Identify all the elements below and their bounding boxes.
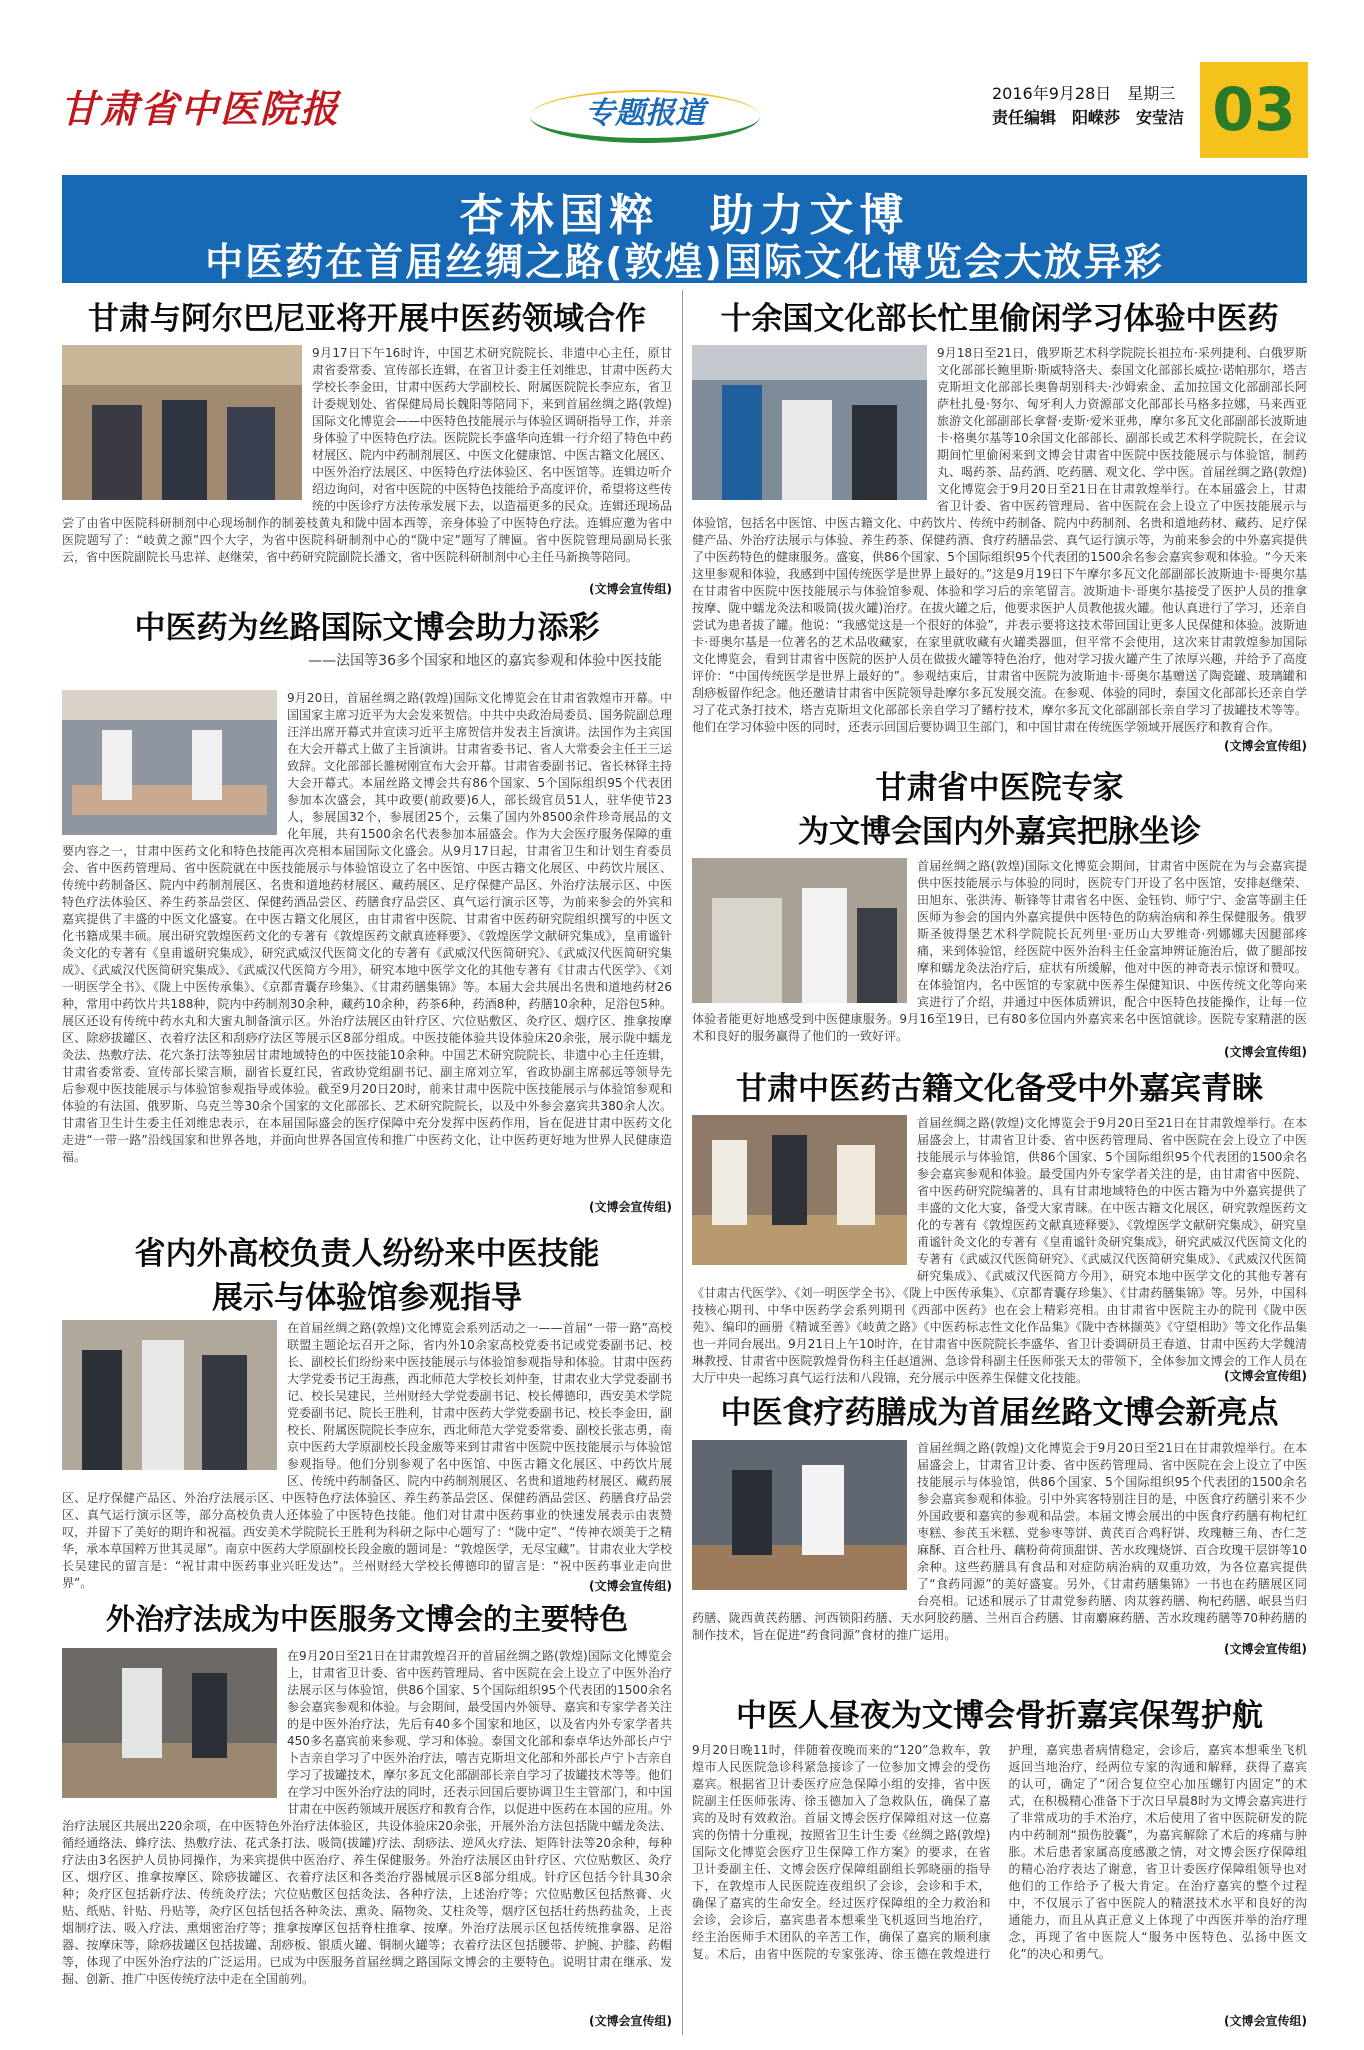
issue-date: 2016年9月28日 星期三 <box>992 84 1176 103</box>
article-body-text: 9月20日，首届丝绸之路(敦煌)国际文化博览会在甘肃省敦煌市开幕。中国国家主席习近平为大会发来贺信。中共中央政治局委员、国务院副总理汪洋出席开幕式并宣读习近平主席贺信并发表主旨演讲。法国作为主宾国在大会开幕式上做了主旨演讲。甘肃省委书记、省人大常委会主任王三运致辞。文化部部长雒树刚宣布大会开幕。甘肃省委副书记、省长林铎主持大会开幕式。本届丝路文博会共有86个国家、5个国际组织95个代表团参加本次盛会，其中政要(前政要)6人，部长级官员51人，驻华使节23人，参展国32个，参展团25个，云集了国内外8500余件珍奇展品的文化年展，共有1500余名代表参加本届盛会。作为大会医疗服务保障的重要内容之一，甘肃中医药文化和特色技能再次亮相本届国际文化盛会。从9月17日起，甘肃省卫生和计划生育委员会、省中医药管理局、省中医院就在中医技能展示与体验馆设立了名中医馆、中医古籍文化展区、中药饮片展区、传统中药制备区、院内中药制剂展区、名贵和道地药材展区、藏药展区、足疗保健产品区、外治疗法展示区、中医特色疗法体验区、养生药茶品尝区、保健药酒品尝区、药膳食疗品尝区、真气运行演示区等，为前来参会的外宾和嘉宾提供了丰盛的中医文化盛宴。在中医古籍文化展区，由甘肃省中医院、甘肃省中医药研究院组织撰写的中医文化书籍成果丰硕。展出研究敦煌医药文化的专著有《敦煌医药文献真迹释要》、《敦煌医学文献研究集成》，皇甫谧针灸文化的专著有《皇甫谧研究集成》，研究武威汉代医简文化的专著有《武威汉代医简研究》、《武威汉代医简研究集成》、《武威汉代医简研究集成》、《武威汉代医简方今用》，研究本地中医学文化的其他专著有《甘肃古代医学》、《刘一明医学全书》、《陇上中医传承集》、《京都青囊存珍集》、《甘肃药膳集锦》等。本届大会共展出名贵和道地药材26种，常用中药饮片共188种，院内中药制剂30余种，藏药10余种，药茶6种，药酒8种，药膳10余种，足浴包5种。展区还设有传统中药水丸和大蜜丸制备演示区。外治疗法展区由针疗区、穴位贴敷区、灸疗区、烟疗区、推拿按摩区、除痧拔罐区、衣着疗法区和刮痧疗法区等展示区8部分组成。中医技能体验共设体验床20余张，展示陇中蠕龙灸法、热敷疗法、花穴条打法等独居甘肃地域特色的中医技能10余种。中国艺术研究院院长、非遗中心主任连辑，甘肃省委常委、宣传部长梁言顺，副省长夏红民，省政协党组副书记、副主席刘立军，省政协副主席郝远等领导先后参观中医技能展示与体验馆参观指导或体验。截至9月20日20时，前来甘肃中医院中医技能展示与体验馆参观和体验的有法国、俄罗斯、乌克兰等30余个国家的文化部部长、艺术研究院院长，以及中外参会嘉宾共380余人次。甘肃省卫生计生委主任刘维忠表示，在本届国际盛会的医疗保障中充分发挥中医药作用，旨在促进甘肃中医药文化走进“一带一路”沿线国家和世界各地，并面向世界各国宣传和推广中医药文化，让中医药更好地为世界人民健康造福。 <box>62 691 672 1164</box>
article-body-text: 9月17日下午16时许，中国艺术研究院院长、非遗中心主任，原甘肃省委常委、宣传部长连辑，在省卫计委主任刘维忠，甘肃中医药大学校长李金田，甘肃中医药大学副校长、附属医院院长李应东，省卫计委规划处、省保健局局长魏阳等陪同下，来到首届丝绸之路(敦煌)国际文化博览会——中医特色技能展示与体验区调研指导工作，并亲身体验了中医特色疗法。医院院长李盛华向连辑一行介绍了特色中药材展区、院内中药制剂展区、中医文化健康馆、中医古籍文化展区、中医外治疗法展区、中医特色疗法体验区、名中医馆等。连辑边听介绍边询问，对省中医院的中医特色技能给予高度评价，希望将这些传统的中医诊疗方法传承发展下去，以造福更多的民众。连辑还现场品尝了由省中医院科研制剂中心现场制作的制姜枝黄丸和陇中固本西等，亲身体验了中医特色疗法。连辑应邀为省中医院题写了：“岐黄之源”四个大字，为省中医院科研制剂中心的“陇中定”题写了牌匾。省中医院管理局副局长张云，省中医院副院长马忠祥、赵继荣，省中药研究院副院长潘文，省中医院科研制剂中心主任马新换等陪同。 <box>62 346 673 564</box>
article-headline-line2: 为文博会国内外嘉宾把脉坐诊 <box>798 814 1201 850</box>
article-credit: (文博会宣传组) <box>1224 1642 1307 1656</box>
column-divider <box>682 290 683 2035</box>
article-body <box>62 1648 672 2018</box>
photo-wrap-spacer <box>62 345 312 504</box>
article-credit: (文博会宣传组) <box>589 582 672 596</box>
article-body <box>62 690 672 1208</box>
photo-wrap-spacer <box>692 1440 917 1594</box>
article-credit: (文博会宣传组) <box>1224 1369 1307 1383</box>
photo-wrap-spacer <box>62 1648 287 1802</box>
photo-wrap-spacer <box>62 690 287 839</box>
article-headline: 外治疗法成为中医服务文博会的主要特色 <box>105 1602 628 1636</box>
article-body <box>692 858 1307 1048</box>
photo-wrap-spacer <box>692 858 917 1007</box>
article-body-text: 首届丝绸之路(敦煌)文化博览会于9月20日至21日在甘肃敦煌举行。在本届盛会上，甘肃省卫计委、省中医药管理局、省中医院在会上设立了中医技能展示与体验馆，供86个国家、5个国际组织95个代表团的1500余名参会嘉宾参观和体验。引中外宾客特别注目的是，中医食疗药膳引来不少外国政要和嘉宾的参观和品尝。本届文博会展出的中医食疗药膳有枸杞红枣糕、参芪玉米糕、党参枣等饼、黄芪百合鸡籽饼、玫瑰糖三角、杏仁芝麻酥、百合杜丹、藕粉荷荷顶甜饼、苦水玫瑰烧饼、百合玫瑰干层饼等10余种。这些药膳具有食品和对症防病治病的双重功效，为各位嘉宾提供了“食药同源”的美好盛宴。另外，《甘肃药膳集锦》一书也在药膳展区同台亮相。记述和展示了甘肃党参药膳、肉苁蓉药膳、枸杞药膳、岷县当归药膳、陇西黄芪药膳、河西锁阳药膳、天水阿胶药膳、兰州百合药膳、甘南麝麻药膳、苦水玫瑰药膳等70种药膳的制作技术，旨在促进“药食同源”食材的推广运用。 <box>692 1441 1307 1642</box>
article-credit: (文博会宣传组) <box>589 1200 672 1214</box>
article-headline: 十余国文化部长忙里偷闲学习体验中医药 <box>720 301 1279 337</box>
article-body: 9月20日晚11时，伴随着夜晚而来的“120”急救车，敦煌市人民医院急诊科紧急接诊了一位参加文博会的受伤嘉宾。根据省卫计委医疗应急保障小组的安排，省中医院副主任医师张涛、徐玉德加入了急救队伍，确保了嘉宾的及时有效救治。首届文博会医疗保障组对这一位嘉宾的伤情十分重视，按照省卫生计生委《丝绸之路(敦煌)国际文化博览会医疗卫生保障工作方案》的要求，在省卫计委副主任、文博会医疗保障组副组长郭晓丽的指导下，在敦煌市人民医院连夜组织了会诊，会诊和手术，确保了嘉宾的生命安全。经过医疗保障组的全力救治和会诊，会诊后，嘉宾患者本想乘坐飞机返回当地治疗，经主治医师手术团队的辛苦工作，确保了嘉宾的顺利康复。术后，由省中医院的专家张涛、徐玉德在敦煌进行护理，嘉宾患者病情稳定，会诊后，嘉宾本想乘坐飞机返回当地治疗，经两位专家的沟通和解释，获得了嘉宾的认可，确定了“闭合复位空心加压螺钉内固定”的术式，在积极精心准备下于次日早晨8时为文博会嘉宾进行了非常成功的手术治疗，术后使用了省中医院研发的院内中药制剂“损伤胶囊”，为嘉宾解除了术后的疼痛与肿胀。术后患者家属高度感激之情，对文博会医疗保障组的精心治疗表达了谢意，省卫计委医疗保障组领导也对他们的工作给予了极大肯定。在治疗嘉宾的整个过程中，不仅展示了省中医院人的精湛技术水平和良好的沟通能力，而且从真正意义上体现了中西医并举的治疗理念，再现了省中医院人“服务中医特色、弘扬中医文化”的决心和勇气。 <box>692 1743 1307 1961</box>
masthead-title: 甘肃省中医院报 <box>60 86 341 131</box>
article-headline-line2: 展示与体验馆参观指导 <box>212 1280 522 1316</box>
article-credit: (文博会宣传组) <box>589 2014 672 2028</box>
article-headline: 中医人昼夜为文博会骨折嘉宾保驾护航 <box>736 1698 1263 1734</box>
photo-wrap-spacer <box>692 1115 917 1269</box>
article-body-text: 首届丝绸之路(敦煌)文化博览会于9月20日至21日在甘肃敦煌举行。在本届盛会上，甘肃省卫计委、省中医药管理局、省中医院在会上设立了中医技能展示与体验馆，供86个国家、5个国际组织95个代表团的1500余名参会嘉宾参观和体验。最受国内外专家学者关注的是，由甘肃省中医院、省中医药研究院编著的、具有甘肃地域特色的中医古籍为中外嘉宾提供了丰盛的文化大宴，备受大家青睐。在中医古籍文化展区，研究敦煌医药文化的专著有《敦煌医药文献真迹释要》、《敦煌医学文献研究集成》，研究皇甫谧针灸文化的专著有《皇甫谧针灸研究集成》，研究武威汉代医简文化的专著有《武威汉代医简研究》、《武威汉代医简研究集成》、《武威汉代医简研究集成》、《武威汉代医简方今用》，研究本地中医学文化的其他专著有《甘肃古代医学》、《刘一明医学全书》、《陇上中医传承集》、《京都青囊存珍集》、《甘肃药膳集锦》等。另外，中国科技核心期刊、中华中医药学会系列期刊《西部中医药》也在会上精彩亮相。由甘肃省中医院主办的院刊《陇中医苑》、编印的画册《精诚至善》《岐黄之路》《中医药标志性文化作品集》《陇中杏林撷英》《守望相助》等文化作品集也一并同台展出。9月21日上午10时许，在甘肃省中医院院长李盛华、省卫计委调研员王春道、甘肃中医药大学魏清琳教授、甘肃省中医院敦煌骨伤科主任赵道洲、急诊骨科副主任医师张天太的带领下，全体参加文博会的工作人员在大厅中央一起练习真气运行法和八段锦，充分展示中医养生保健文化技能。 <box>692 1116 1308 1385</box>
article-headline-line1: 甘肃省中医院专家 <box>875 770 1124 806</box>
article-body-text: 在首届丝绸之路(敦煌)文化博览会系列活动之一——首届“一带一路”高校联盟主题论坛召开之际，省内外10余家高校党委书记或党委副书记、校长、副校长们纷纷来中医技能展示与体验馆参观指导和体验。甘肃中医药大学党委书记王海燕，西北师范大学校长刘仲奎，甘肃农业大学党委副书记、校长吴建民，兰州财经大学党委副书记、校长傅德印，西安美术学院党委副书记、院长王胜利，甘肃中医药大学党委副书记、校长李金田，副校长、附属医院院长李应东，西北师范大学党委常委、副校长张志勇，南京中医药大学原副校长段金廒等来到甘肃省中医院中医技能展示与体验馆参观指导。他们分别参观了名中医馆、中医古籍文化展区、中药饮片展区、传统中药制备区、院内中药制剂展区、名贵和道地药材展区、藏药展区、足疗保健产品区、外治疗法展示区、中医特色疗法体验区、养生药茶品尝区、保健药酒品尝区、药膳食疗品尝区、真气运行演示区等，部分高校负责人还体验了中医特色技能。他们对甘肃中医药事业的快速发展表示由衷赞叹，并留下了美好的期许和祝福。西安美术学院院长王胜利为科研之际中心题写了：“陇中定”、“传神衣颂美于之精华，承本草国粹万世其灵犀”。南京中医药大学原副校长段金廒的题词是：“敦煌医学，无尽宝藏”。甘肃农业大学校长吴建民的留言是：“祝甘肃中医药事业兴旺发达”。兰州财经大学校长傅德印的留言是：“祝中医药事业走向世界”。 <box>62 1321 672 1590</box>
article-body-text: 在9月20日至21日在甘肃敦煌召开的首届丝绸之路(敦煌)国际文化博览会上，甘肃省卫计委、省中医药管理局、省中医院在会上设立了中医外治疗法展示区与体验馆，供86个国家、5个国际组织95个代表团的1500余名参会嘉宾参观和体验。与会期间，最受国内外领导、嘉宾和专家学者关注的是中医外治疗法，先后有40多个国家和地区，以及省内外专家学者共450多名嘉宾前来参观、学习和体验。泰国文化部和泰卓华达外部长卢宁卜吉亲自学习了中医外治疗法，嘻吉克斯坦文化部和外部长卢宁卜吉亲自学习了拔罐技术，摩尔多瓦文化部副部长亲自学习了拔罐技术等等。他们在学习中医外治疗法的同时，还表示回国后要协调卫生主管部门，和中国甘肃在中医药领域开展医疗和教育合作，以促进中医药在本国的应用。外治疗法展区共展出220余项，在中医特色外治疗法体验区，共设体验床20余张，开展外治方法包括陇中蠕龙灸法、循经通络法、蜂疗法、热敷疗法、花式条打法、吸筒(拔罐)疗法、刮痧法、逆风火疗法、矩阵针法等20余种，每种疗法由3名医护人员协同操作，为来宾提供中医治疗、养生保健服务。外治疗法展区由针疗区、穴位贴敷区、灸疗区、烟疗区、推拿按摩区、除痧拔罐区、衣着疗法区和各类治疗器械展示区8部分组成。针疗区包括今针具30余种；灸疗区包括新疗法、传统灸疗法；穴位贴敷区包括灸法、各种疗法，上述治疗等；穴位贴敷区包括熬膏、火贴、纸贴、针贴、丹贴等，灸疗区包括包括各种灸法、熏灸、隔物灸、艾柱灸等，烟疗区包括壮药热药盐灸，上丧烟制疗法、吸入疗法、熏烟密治疗等；推拿按摩区包括脊柱推拿、按摩。外治疗法展示区包括传统推拿器、足浴器、按摩床等，除痧拔罐区包括拔罐、刮痧板、银质火罐、铜制火罐等；衣着疗法区包括腰带、护腕、护膝、药帽等，体现了中医外治疗法的广泛运用。已成为中医服务首届丝绸之路国际文博会的主要特色。说明甘肃在继承、发掘、创新、推广中医传统疗法中走在全国前列。 <box>62 1649 672 1986</box>
article-credit: (文博会宣传组) <box>1224 739 1307 753</box>
article-body <box>692 1440 1307 1640</box>
article-body <box>62 1320 672 1590</box>
article-credit: (文博会宣传组) <box>1224 1045 1307 1059</box>
page-number: 03 <box>1200 62 1308 158</box>
banner-subtitle: 中医药在首届丝绸之路(敦煌)国际文化博览会大放异彩 <box>205 240 1164 284</box>
photo-wrap-spacer <box>62 1320 287 1474</box>
article-headline: 中医药为丝路国际文博会助力添彩 <box>134 610 600 646</box>
header-meta <box>992 82 1184 130</box>
article-headline: 甘肃中医药古籍文化备受中外嘉宾青睐 <box>736 1071 1263 1107</box>
article-headline: 中医食疗药膳成为首届丝路文博会新亮点 <box>720 1395 1279 1431</box>
section-badge <box>530 72 760 142</box>
editor-line: 责任编辑 阳嵘莎 安莹洁 <box>992 108 1185 127</box>
article-body <box>692 345 1307 745</box>
article-headline: 甘肃与阿尔巴尼亚将开展中医药领域合作 <box>88 301 646 337</box>
banner-title: 杏林国粹 助力文博 <box>459 190 910 241</box>
article-subhead: ——法国等36多个国家和地区的嘉宾参观和体验中医技能 <box>308 653 662 669</box>
feature-banner <box>62 175 1307 283</box>
article-credit: (文博会宣传组) <box>589 1579 672 1593</box>
article-headline-line1: 省内外高校负责人纷纷来中医技能 <box>134 1236 600 1272</box>
article-body-text: 首届丝绸之路(敦煌)国际文化博览会期间，甘肃省中医院在为与会嘉宾提供中医技能展示与体验的同时，医院专门开设了名中医馆，安排赵继荣、田旭东、张洪涛、靳锋等甘肃省名中医、金钰钧、师宁宁、金富等副主任医师为参会的国内外嘉宾提供中医特色的防病治病和养生保健服务。俄罗斯圣彼得堡艺术科学院院长瓦列里·亚历山大罗维奇·列娜娜夫因腿部疼痛，来到体验馆，经医院中医外治科主任金富坤辨证施治后，做了腿部按摩和蠕龙灸法治疗后，症状有所缓解，他对中医的神奇表示惊讶和赞叹。在体验馆内，名中医馆的专家就中医养生保健知识、中医传统文化等向来宾进行了介绍，并通过中医体质辨识，配合中医特色技能操作，让每一位体验者能更好地感受到中医健康服务。9月16至19日，已有80多位国内外嘉宾来名中医馆就诊。医院专家精湛的医术和良好的服务赢得了他们的一致好评。 <box>692 859 1307 1043</box>
article-body-text: 9月18日至21日，俄罗斯艺术科学院院长祖拉布·采列捷利、白俄罗斯文化部部长鲍里斯·斯威特洛夫、泰国文化部部长威拉·诺帕那尔，塔吉克斯坦文化部部长奥鲁胡别科夫·沙姆索金、孟加拉国文化部副部长阿萨杜扎曼·努尔、匈牙利人力资源部文化部部长马格多拉娜，马来西亚旅游文化部副部长拿督·麦斯·爱米亚弗，摩尔多瓦文化部副部长波斯迪卡·格奥尔基等10余国文化部部长、副部长或艺术科学院院长，在会议期间忙里偷闲来到文博会甘肃省中医院中医技能展示与体验馆，制药丸、喝药茶、品药酒、吃药膳、观文化、学中医。首届丝绸之路(敦煌)文化博览会于9月20日至21日在甘肃敦煌举行。在本届盛会上，甘肃省卫计委、省中医药管理局、省中医院在会上设立了中医技能展示与体验馆，包括名中医馆、中医古籍文化、中药饮片、传统中药制备、院内中药制剂、名贵和道地药材、藏药、足疗保健产品、外治疗法展示与体验、养生药茶、保健药酒、食疗药膳品尝、真气运行演示等，为前来参会的中外嘉宾提供了中医药特色的健康服务。盛宴，供86个国家、5个国际组织95个代表团的1500余名参会嘉宾参观和体验。“今天来这里参观和体验，我感到中国传统医学是世界上最好的。”这是9月19日下午摩尔多瓦文化部副部长波斯迪卡·哥奥尔基在甘肃省中医院中医技能展示与体验馆参观、体验和学习后的亲笔留言。波斯迪卡·哥奥尔基接受了医护人员的推拿按摩、陇中蠕龙灸法和吸筒(拔火罐)治疗。在拔火罐之后，他要求医护人员教他拔火罐。他认真进行了学习，还亲自尝试为患者拔了罐。他说：“我感觉这是一个很好的体验”，并表示要将这技术带回国让更多人民保健和体验。波斯迪卡·哥奥尔基是一位著名的艺术品收藏家，在家里就收藏有火罐类器皿，但平常不会使用，这次来甘肃敦煌参加国际文化博览会，看到甘肃省中医院的医护人员在做拔火罐等特色治疗，他对学习拔火罐产生了浓厚兴趣，并给予了高度评价：“中国传统医学是世界上最好的”。参观结束后，甘肃省中医院为波斯迪卡·哥奥尔基赠送了陶瓷罐、玻璃罐和刮痧板留作纪念。他还邀请甘肃省中医院领导赴摩尔多瓦发展交流。在参观、体验的同时，泰国文化部部长还亲自学习了花式条打技术，塔吉克斯坦文化部部长亲自学习了鳍柠技术，摩尔多瓦文化部副部长亲自学习了拔罐技术等等。他们在学习体验中医的同时，还表示回国后要协调卫生部门，和中国甘肃在传统医学领域开展医疗和教育合作。 <box>692 346 1307 734</box>
article-body <box>62 345 672 595</box>
photo-wrap-spacer <box>692 345 937 504</box>
section-badge-label: 专题报道 <box>585 96 705 131</box>
article-credit: (文博会宣传组) <box>1224 2014 1307 2028</box>
